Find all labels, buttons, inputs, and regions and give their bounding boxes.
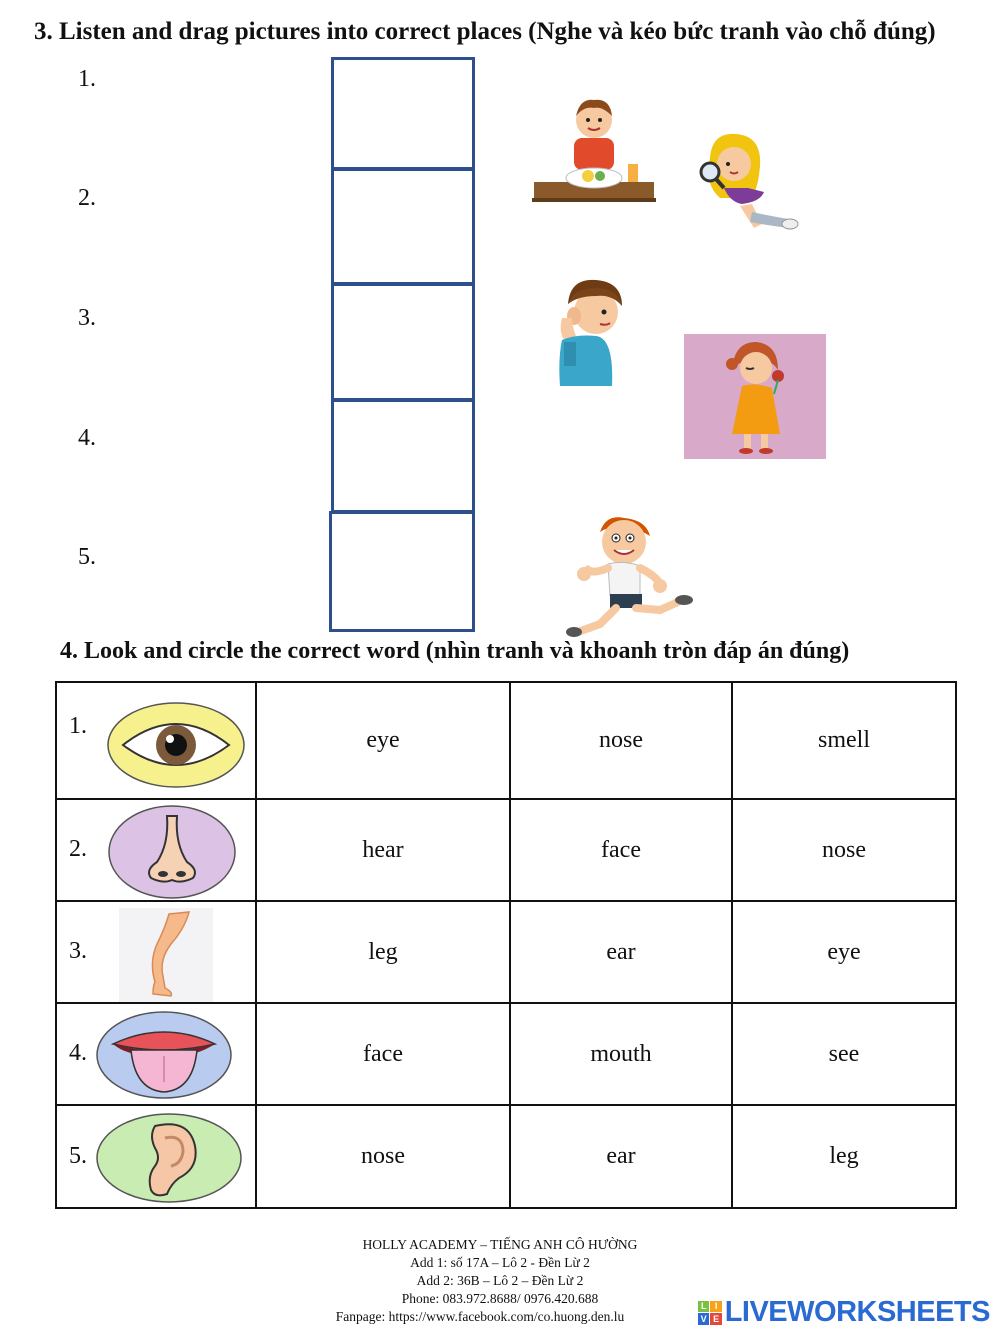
option-cell[interactable]: eye	[256, 682, 510, 799]
mouth-icon	[95, 1010, 233, 1100]
table-row	[56, 1003, 956, 1105]
option-cell[interactable]: face	[510, 799, 732, 901]
drop-zone-2[interactable]	[331, 168, 475, 285]
footer-fanpage: Fanpage: https://www.facebook.com/co.huong.den.lu	[335, 1309, 625, 1324]
option-cell[interactable]: ear	[510, 1105, 732, 1208]
row-number: 2.	[69, 836, 87, 862]
item-number-1: 1.	[78, 66, 96, 92]
option-cell[interactable]: nose	[256, 1105, 510, 1208]
footer-academy: HOLLY ACADEMY – TIẾNG ANH CÔ HƯỜNG	[362, 1237, 638, 1252]
drop-zone-4[interactable]	[331, 399, 475, 513]
girl-smelling-flower-icon	[684, 334, 826, 459]
option-cell[interactable]: ear	[510, 901, 732, 1003]
liveworksheets-brand[interactable]	[698, 1296, 990, 1329]
eye-icon	[105, 701, 247, 789]
word-choice-table	[55, 681, 957, 1209]
drop-zone-1[interactable]	[331, 57, 475, 170]
boy-running-icon	[560, 514, 698, 644]
item-number-2: 2.	[78, 185, 96, 211]
row-number: 4.	[69, 1040, 87, 1066]
option-cell[interactable]: smell	[732, 682, 956, 799]
row-number: 1.	[69, 713, 87, 739]
ear-icon	[95, 1112, 243, 1204]
drop-zone-5[interactable]	[329, 511, 475, 632]
boy-listening-icon	[556, 278, 628, 386]
item-number-5: 5.	[78, 544, 96, 570]
liveworksheets-logo-icon: L I V E	[698, 1301, 722, 1325]
option-cell[interactable]: leg	[256, 901, 510, 1003]
nose-icon	[107, 804, 237, 900]
footer-address-2: Add 2: 36B – Lô 2 – Đền Lừ 2	[416, 1273, 584, 1288]
option-cell[interactable]: leg	[732, 1105, 956, 1208]
picture-cell	[56, 1003, 256, 1105]
row-number: 3.	[69, 938, 87, 964]
section4-title: 4. Look and circle the correct word (nhìn tranh và khoanh tròn đáp án đúng)	[60, 638, 850, 664]
item-number-3: 3.	[78, 305, 96, 331]
leg-icon	[119, 908, 213, 1002]
footer-phone: Phone: 083.972.8688/ 0976.420.688	[401, 1291, 599, 1306]
option-cell[interactable]: hear	[256, 799, 510, 901]
draggable-eating-picture[interactable]	[532, 94, 656, 206]
row-number: 5.	[69, 1143, 87, 1169]
table-row	[56, 682, 956, 799]
option-cell[interactable]: see	[732, 1003, 956, 1105]
boy-eating-icon	[532, 94, 656, 206]
table-row	[56, 799, 956, 901]
option-cell[interactable]: nose	[510, 682, 732, 799]
picture-cell	[56, 901, 256, 1003]
draggable-seeing-picture[interactable]	[690, 128, 800, 240]
table-row	[56, 1105, 956, 1208]
option-cell[interactable]: nose	[732, 799, 956, 901]
item-number-4: 4.	[78, 425, 96, 451]
drop-zone-3[interactable]	[331, 283, 475, 401]
footer-address-1: Add 1: số 17A – Lô 2 - Đền Lừ 2	[410, 1255, 590, 1270]
girl-magnifier-icon	[690, 128, 800, 240]
picture-cell	[56, 799, 256, 901]
option-cell[interactable]: face	[256, 1003, 510, 1105]
draggable-smelling-picture[interactable]	[684, 334, 826, 459]
draggable-hearing-picture[interactable]	[556, 278, 628, 386]
liveworksheets-wordmark: LIVEWORKSHEETS	[724, 1296, 990, 1328]
option-cell[interactable]: eye	[732, 901, 956, 1003]
option-cell[interactable]: mouth	[510, 1003, 732, 1105]
draggable-running-picture[interactable]	[560, 514, 698, 644]
section3-title: 3. Listen and drag pictures into correct places (Nghe và kéo bức tranh vào chỗ đúng)	[34, 18, 936, 45]
leg-picture-frame	[119, 908, 213, 1002]
table-row	[56, 901, 956, 1003]
picture-cell	[56, 682, 256, 799]
picture-cell	[56, 1105, 256, 1208]
